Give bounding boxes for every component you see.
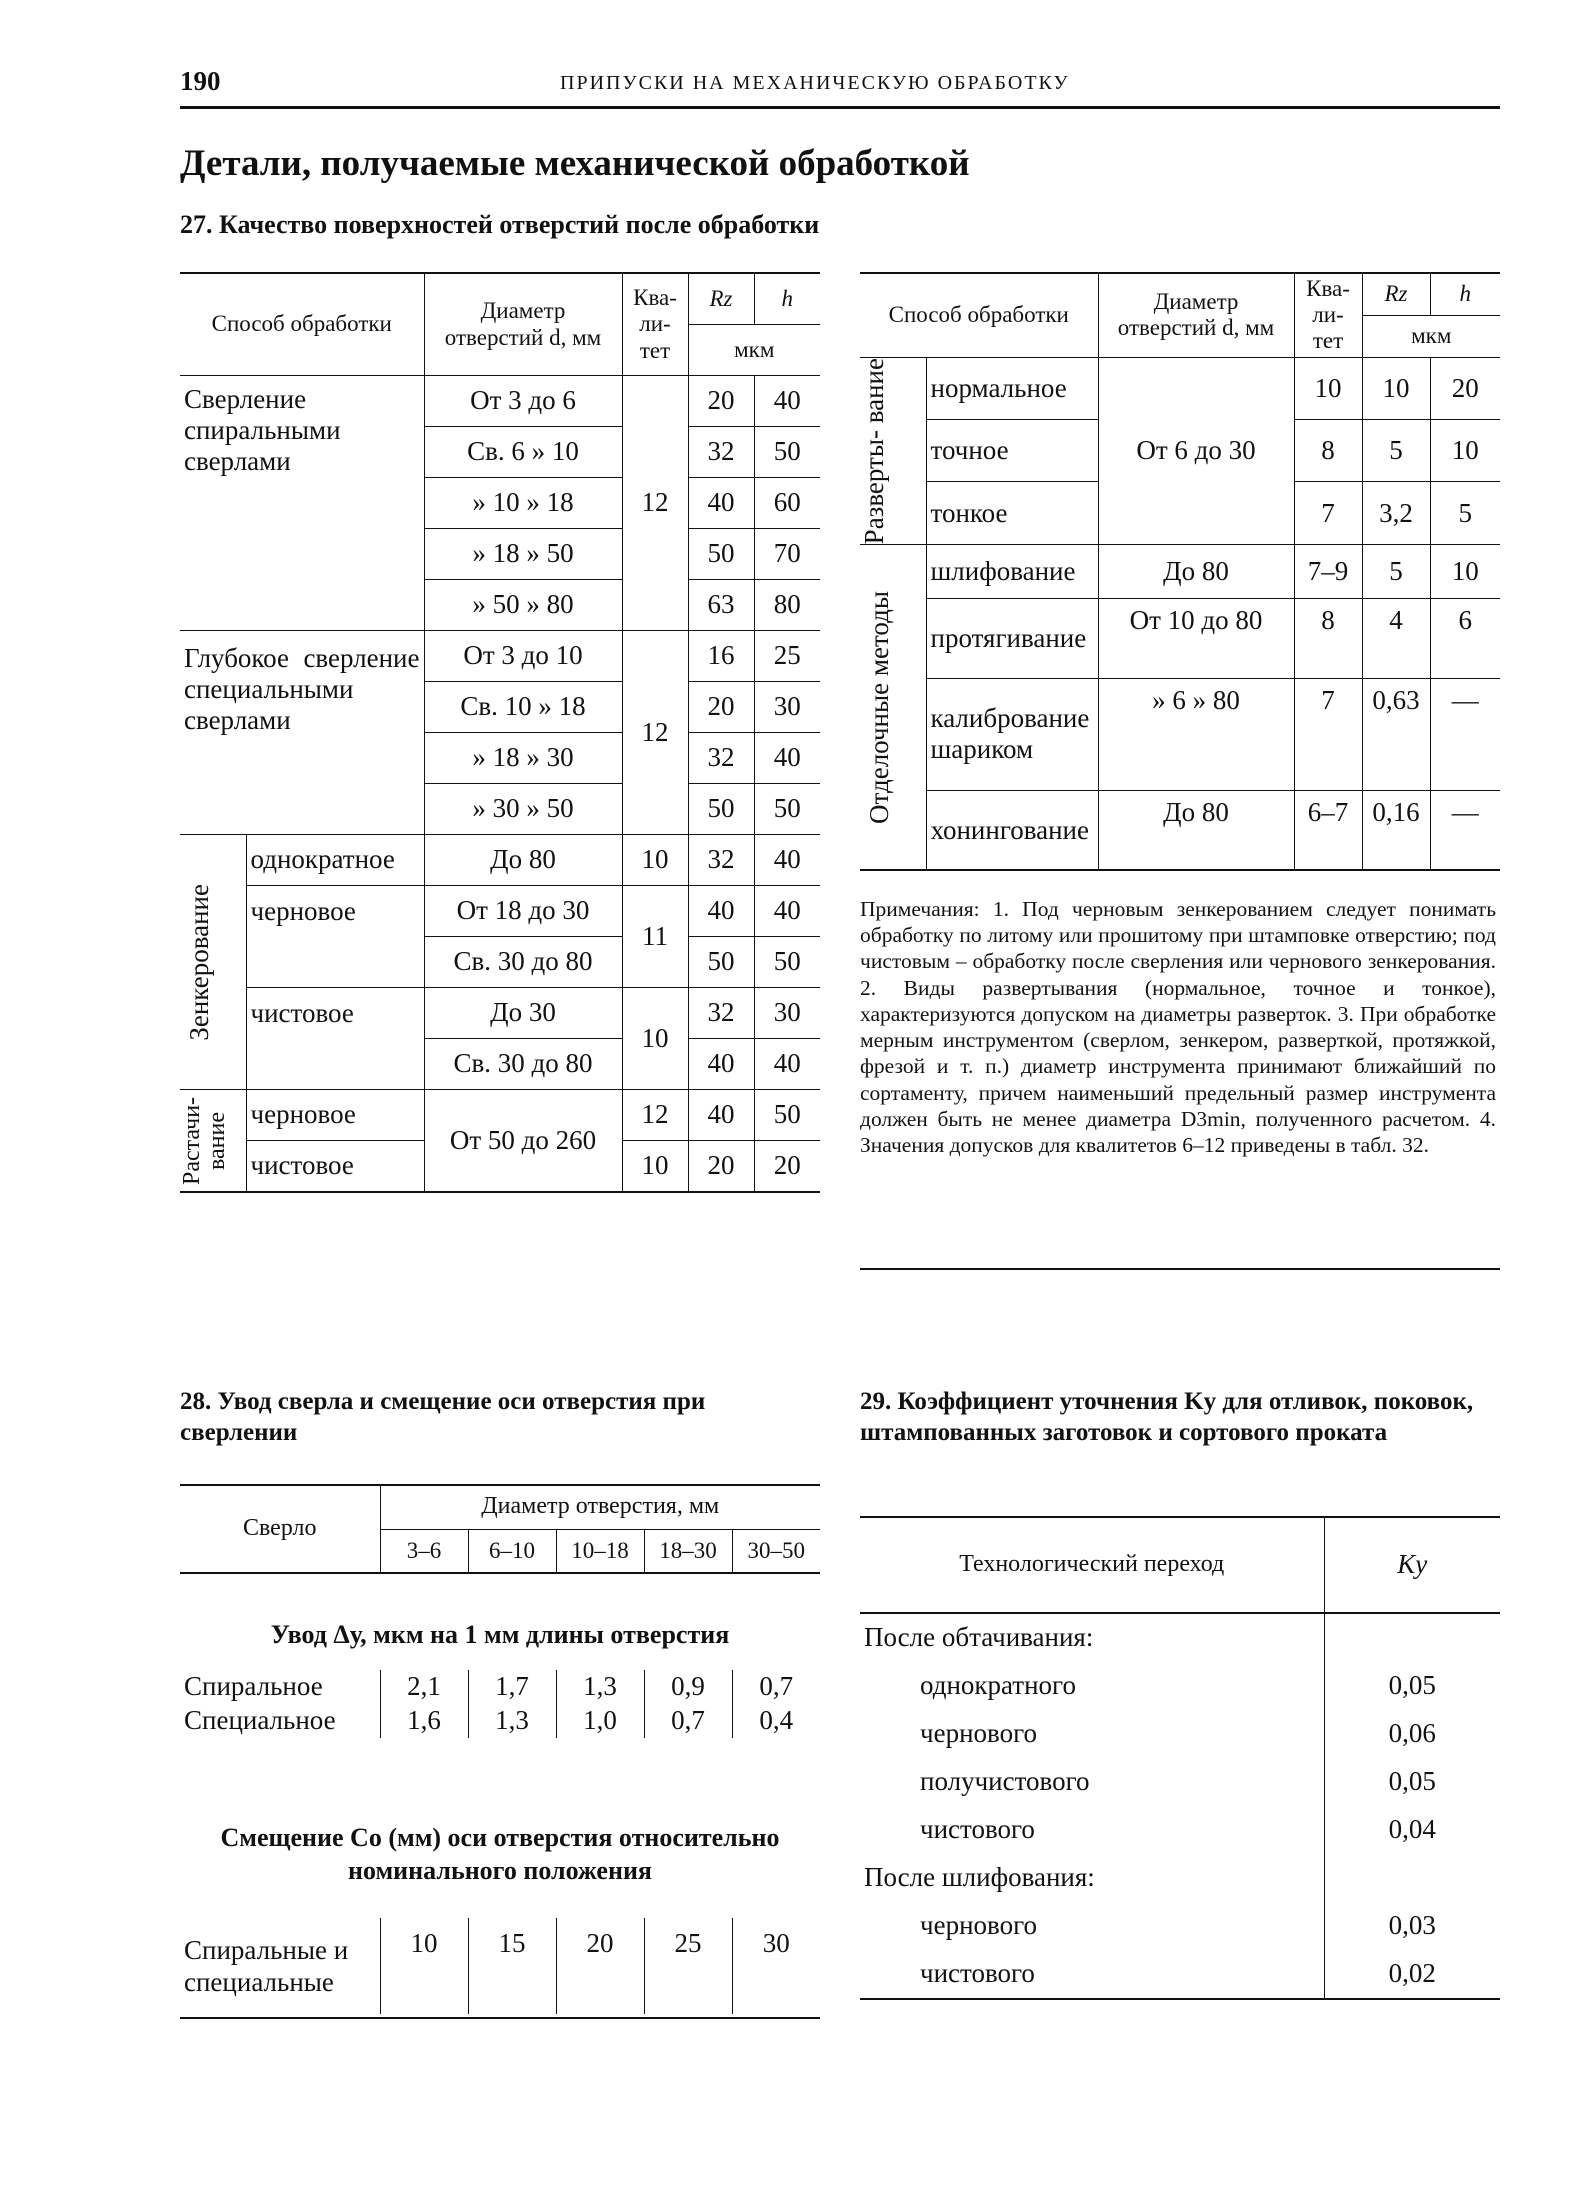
table-cell: 50: [688, 529, 754, 580]
section-title: Детали, получаемые механической обработкой: [180, 143, 970, 184]
table-cell: 40: [754, 733, 820, 784]
table-cell: » 30 » 50: [424, 784, 622, 835]
table-cell: 1,6: [380, 1704, 468, 1738]
table-cell: » 6 » 80: [1098, 678, 1294, 790]
table-cell: 50: [773, 793, 801, 824]
table-cell: 16: [688, 631, 754, 682]
table-cell: чистового: [860, 1806, 1324, 1854]
table-cell: 63: [688, 580, 754, 631]
table-cell: нормальное: [926, 357, 1098, 419]
table27-notes: Примечания: 1. Под черновым зенкерованием следует понимать обработку по литому или прошитому при штамповке отверстию; под чистовым – обработку после сверления или чернового зенкерования. 2. Виды развертывания (нормальное, точное и тонкое), характеризуются допуском на диаметры разверток. 3. При обработке мерным инструментом (сверлом, зенкером, разверткой, протяжкой, фрезой и т. п.) диаметр инструмента принимают ближайший по сортаменту, причем наименьший предельный размер инструмента должен быть не менее диаметра D3min, полученного расчетом. 4. Значения допусков для квалитетов 6–12 приведены в табл. 32.: [860, 897, 1496, 1157]
group-label: После шлифования:: [860, 1854, 1324, 1902]
diameter-header: Диаметр отверстий d, мм: [1098, 273, 1294, 357]
table-cell: 40: [688, 886, 754, 937]
deep-drilling-grade: 12: [622, 631, 688, 835]
table-cell: От 3 до 6: [424, 376, 622, 427]
table-cell: 11: [622, 886, 688, 988]
table-cell: 60: [754, 478, 820, 529]
table-cell: 20: [773, 1150, 801, 1181]
table28-caption: 28. Увод сверла и смещение оси отверстия при сверлении: [180, 1388, 706, 1447]
table-cell: 20: [688, 682, 754, 733]
notes-rule: [860, 1268, 1500, 1270]
table-cell: Св. 10 » 18: [424, 682, 622, 733]
table-cell: [1324, 1613, 1500, 1662]
table-cell: 50: [754, 427, 820, 478]
countersinking-group: Зенкерование: [180, 835, 246, 1090]
offset-title: Смещение Cо (мм) оси отверстия относительно номинального положения: [220, 1823, 780, 1885]
table-cell: —: [1430, 678, 1500, 790]
table-cell: 3,2: [1362, 482, 1430, 544]
table-cell: 5: [1362, 544, 1430, 598]
table-cell: 32: [688, 733, 754, 784]
table-cell: 40: [688, 1039, 754, 1090]
table-cell: 6: [1430, 598, 1500, 678]
table-cell: 0,4: [759, 1705, 794, 1736]
table-cell: 40: [688, 1090, 754, 1141]
table-cell: До 80: [1098, 544, 1294, 598]
table-cell: 10: [1430, 544, 1500, 598]
range-header: 30–50: [747, 1537, 805, 1563]
group-label: После обтачивания:: [860, 1613, 1324, 1662]
diameter-header: Диаметр отверстия, мм: [380, 1485, 820, 1529]
h-header: h: [754, 273, 820, 325]
table27-right: [860, 272, 1500, 871]
unit-header: мкм: [734, 336, 775, 362]
table-cell: Спиральные и специальные: [180, 1918, 380, 2014]
table-cell: 0,02: [1388, 1958, 1436, 1989]
drift-title: Увод Δу, мкм на 1 мм длины отверстия: [270, 1620, 730, 1649]
table-cell: От 10 до 80: [1098, 598, 1294, 678]
table-cell: 40: [754, 835, 820, 886]
table29: [860, 1516, 1500, 2000]
table-cell: 25: [754, 631, 820, 682]
table-cell: чистовое: [246, 988, 424, 1090]
table-cell: 0,9: [644, 1670, 732, 1704]
table-cell: 25: [644, 1918, 732, 2014]
table-cell: 50: [688, 784, 754, 835]
table-cell: 50: [754, 1090, 820, 1141]
table-cell: 30: [754, 988, 820, 1039]
table-cell: 0,63: [1362, 678, 1430, 790]
table-cell: До 80: [1098, 790, 1294, 870]
table-cell: чистового: [860, 1950, 1324, 1999]
offset-table: [180, 1918, 820, 2014]
table-cell: 7: [1294, 482, 1362, 544]
table-cell: 12: [622, 1090, 688, 1141]
unit-header: мкм: [1411, 322, 1452, 348]
table-cell: 5: [1362, 419, 1430, 481]
range-header: 3–6: [380, 1529, 468, 1573]
page-number: 190: [180, 66, 221, 96]
table-cell: 8: [1294, 419, 1362, 481]
table29-caption: 29. Коэффициент уточнения Kу для отливок, поковок, штампованных заготовок и сортового проката: [860, 1388, 1474, 1447]
table-cell: » 18 » 50: [424, 529, 622, 580]
table-cell: » 10 » 18: [424, 478, 622, 529]
table-cell: 7: [1294, 678, 1362, 790]
table-cell: 32: [688, 988, 754, 1039]
table-cell: 20: [688, 376, 754, 427]
k-header: Kу: [1397, 1549, 1428, 1580]
rz-header: Rz: [688, 273, 754, 325]
table-cell: чистовое: [246, 1141, 424, 1193]
table-cell: 0,7: [759, 1671, 794, 1702]
table-cell: 80: [773, 589, 801, 620]
table-cell: однократное: [246, 835, 424, 886]
table-cell: 10: [380, 1918, 468, 2014]
table-cell: 1,0: [556, 1704, 644, 1738]
table-cell: 4: [1362, 598, 1430, 678]
table-cell: 8: [1294, 598, 1362, 678]
table-cell: От 18 до 30: [424, 886, 622, 937]
range-header: 6–10: [468, 1529, 556, 1573]
table-cell: 40: [688, 478, 754, 529]
table-cell: 1,3: [468, 1704, 556, 1738]
reaming-group: Разверты- вание: [860, 357, 926, 544]
header-rule: [180, 106, 1500, 109]
drilling-label: Сверление спиральными сверлами: [180, 376, 424, 631]
drilling-grade: 12: [622, 376, 688, 631]
deep-drilling-label: Глубокое сверление специальными сверлами: [180, 631, 424, 835]
table-cell: От 3 до 10: [424, 631, 622, 682]
table-cell: От 6 до 30: [1098, 357, 1294, 544]
diameter-header: Диаметр отверстий d, мм: [424, 273, 622, 376]
table-cell: 0,05: [1388, 1766, 1436, 1797]
table-cell: Св. 30 до 80: [424, 937, 622, 988]
table-cell: 32: [688, 427, 754, 478]
method-header: Способ обработки: [180, 273, 424, 376]
table-cell: черновое: [246, 1090, 424, 1141]
table28-header: [180, 1484, 820, 1574]
table-cell: 1,3: [556, 1670, 644, 1704]
grade-header: Ква- ли- тет: [622, 273, 688, 376]
table-cell: 40: [754, 376, 820, 427]
table-cell: 10: [622, 835, 688, 886]
table-cell: Спиральное: [180, 1670, 380, 1704]
table-cell: чернового: [860, 1710, 1324, 1758]
method-header: Способ обработки: [860, 273, 1098, 357]
table-cell: протягивание: [926, 598, 1098, 678]
table-cell: [1324, 1854, 1500, 1902]
table-cell: » 50 » 80: [424, 580, 622, 631]
table-cell: тонкое: [926, 482, 1098, 544]
table-cell: —: [1451, 796, 1479, 827]
table-cell: 20: [1430, 357, 1500, 419]
table-cell: От 50 до 260: [424, 1090, 622, 1193]
table-cell: 50: [754, 937, 820, 988]
table-cell: До 80: [424, 835, 622, 886]
table-cell: Св. 30 до 80: [424, 1039, 622, 1090]
table-cell: 20: [688, 1141, 754, 1193]
table-cell: 0,7: [644, 1704, 732, 1738]
table-cell: 10: [1430, 419, 1500, 481]
table-cell: 15: [468, 1918, 556, 2014]
table27-caption: 27. Качество поверхностей отверстий после обработки: [180, 210, 820, 239]
table-cell: черновое: [246, 886, 424, 988]
table-cell: 70: [754, 529, 820, 580]
table-cell: 10: [622, 1141, 688, 1193]
drill-header: Сверло: [180, 1485, 380, 1573]
table27-left: [180, 272, 820, 1193]
table-cell: чернового: [860, 1902, 1324, 1950]
table-cell: 0,06: [1388, 1718, 1436, 1749]
table-cell: 10: [1294, 357, 1362, 419]
table-cell: получистового: [860, 1758, 1324, 1806]
grade-header: Ква- ли- тет: [1294, 273, 1362, 357]
boring-group: Растачи- вание: [180, 1090, 246, 1193]
table-cell: Специальное: [180, 1704, 380, 1738]
drift-table: [180, 1670, 820, 1738]
table-cell: 40: [754, 886, 820, 937]
table-cell: точное: [926, 419, 1098, 481]
table-cell: 0,16: [1362, 790, 1430, 870]
running-header: ПРИПУСКИ НА МЕХАНИЧЕСКУЮ ОБРАБОТКУ: [560, 72, 1070, 94]
table-cell: 6–7: [1294, 790, 1362, 870]
table-cell: калибрование шариком: [926, 678, 1098, 790]
table-cell: 7–9: [1294, 544, 1362, 598]
table-cell: 5: [1430, 482, 1500, 544]
table-cell: 40: [754, 1039, 820, 1090]
table-cell: 32: [688, 835, 754, 886]
table-cell: 0,03: [1388, 1910, 1436, 1941]
table-cell: 10: [1362, 357, 1430, 419]
transition-header: Технологический переход: [860, 1517, 1324, 1613]
table-cell: 0,05: [1388, 1670, 1436, 1701]
table-cell: 10: [622, 988, 688, 1090]
table-cell: однократного: [860, 1662, 1324, 1710]
table-cell: 1,7: [468, 1670, 556, 1704]
h-header: h: [1430, 273, 1500, 315]
table-cell: До 30: [424, 988, 622, 1039]
table-cell: 50: [688, 937, 754, 988]
range-header: 10–18: [556, 1529, 644, 1573]
table-cell: 20: [556, 1918, 644, 2014]
finishing-group: Отделочные методы: [860, 544, 926, 870]
range-header: 18–30: [644, 1529, 732, 1573]
table-cell: 2,1: [380, 1670, 468, 1704]
table-cell: » 18 » 30: [424, 733, 622, 784]
table-cell: 30: [754, 682, 820, 733]
table-cell: шлифование: [926, 544, 1098, 598]
rz-header: Rz: [1362, 273, 1430, 315]
table-cell: 0,04: [1388, 1814, 1436, 1845]
table-cell: 30: [762, 1928, 790, 1958]
table-cell: хонингование: [926, 790, 1098, 870]
table-cell: Св. 6 » 10: [424, 427, 622, 478]
table28-bottom-rule: [180, 2017, 820, 2019]
